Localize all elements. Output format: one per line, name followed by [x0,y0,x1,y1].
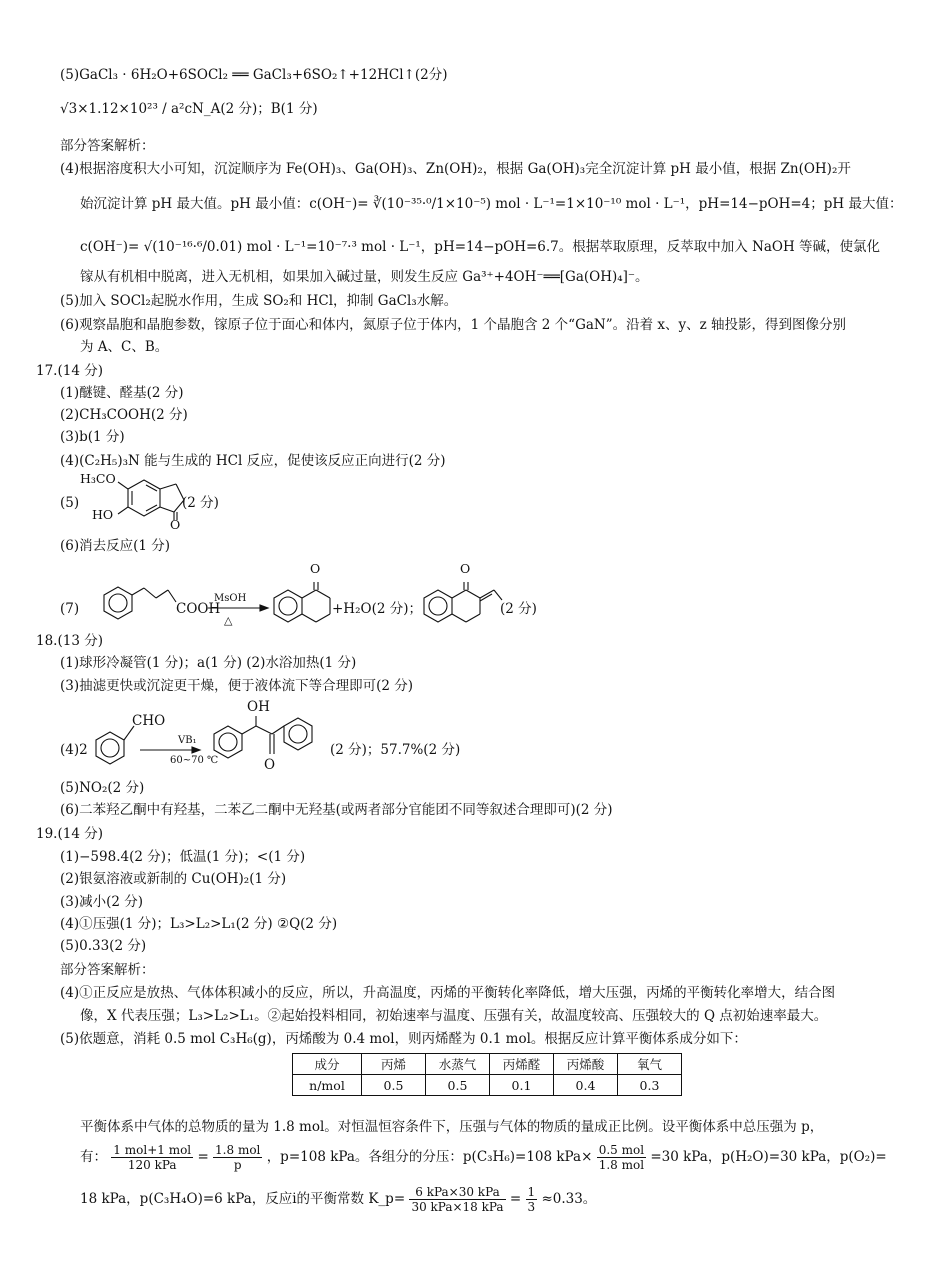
q17-5-ho: HO [92,507,114,522]
q19-analysis-label: 部分答案解析： [60,962,155,978]
table-cell: 0.4 [554,1075,618,1096]
q17-line-3: (3)b(1 分) [60,429,125,445]
q19-p3-fraction-1 [409,1185,505,1214]
denominator: 120 kPa [127,1158,177,1172]
q19-p2-end: =30 kPa，p(H₂O)=30 kPa，p(O₂)= [650,1149,887,1165]
q19-p2-fraction-2 [213,1143,262,1172]
q16-a5: (5)加入 SOCl₂起脱水作用，生成 SO₂和 HCl，抑制 GaCl₃水解。 [60,293,458,309]
table-header-cell: 丙烯醛 [490,1054,554,1075]
table-header-cell: 成分 [293,1054,362,1075]
q18-4-oxygen: O [264,757,276,773]
q18-4-oh: OH [247,699,270,715]
table-cell: 0.5 [362,1075,426,1096]
table-header-cell: 水蒸气 [426,1054,490,1075]
numerator: 1 mol+1 mol [113,1143,192,1157]
q18-line-1: (1)球形冷凝管(1 分)；a(1 分) (2)水浴加热(1 分) [60,655,357,671]
q19-line-5: (5)0.33(2 分) [60,938,147,954]
denominator: 3 [527,1200,536,1214]
q17-7-product-2 [450,560,510,630]
q19-p2-fraction-3 [597,1143,646,1172]
q19-p3-eq: = [509,1191,522,1207]
q18-line-6: (6)二苯羟乙酮中有羟基，二苯乙二酮中无羟基(或两者部分官能团不同等叙述合理即可)(2 分) [60,802,613,818]
q18-heading: 18.(13 分) [36,633,103,649]
q16-line-5: (5)GaCl₃ · 6H₂O+6SOCl₂ ══ GaCl₃+6SO₂↑+12HCl↑(2分) [60,67,448,83]
equilibrium-table [292,1053,682,1096]
q17-5-score: (2 分) [182,495,219,511]
table-row [293,1075,682,1096]
q17-5-oxygen: O [170,517,181,532]
q19-p3-end: ≈0.33。 [541,1191,597,1207]
q17-7-cond-bot: △ [224,614,233,627]
q19-p2-pre: 有： [80,1149,107,1165]
q19-a4-line-2: 像，X 代表压强；L₃>L₂>L₁。②起始投料相同，初始速率与温度、压强有关，故温度较高、压强较大的 Q 点初始速率最大。 [80,1008,828,1024]
q17-7-cond-top: MsOH [214,593,247,604]
q19-line-3: (3)减小(2 分) [60,894,144,910]
q17-7-score: (2 分) [500,601,537,617]
q19-p2-eq: = [197,1149,209,1165]
q19-p3 [80,1182,596,1216]
q17-7-oxygen-1: O [310,561,321,576]
q17-line-4: (4)(C₂H₅)₃N 能与生成的 HCl 反应，促使该反应正向进行(2 分) [60,453,446,469]
q19-p3-fraction-2 [526,1185,538,1214]
denominator: 1.8 mol [598,1158,645,1172]
q18-line-3: (3)抽滤更快或沉淀更干燥，便于液体流下等合理即可(2 分) [60,678,414,694]
q16-line-6 [60,100,318,118]
q17-line-6: (6)消去反应(1 分) [60,538,171,554]
q18-4-label: (4)2 [60,742,88,758]
table-cell: n/mol [293,1075,362,1096]
numerator: 6 kPa×30 kPa [409,1185,505,1200]
q19-heading: 19.(14 分) [36,826,103,842]
q18-4-cond-top: VB₁ [178,735,197,746]
q16-a4-line-1: (4)根据溶度积大小可知，沉淀顺序为 Fe(OH)₃、Ga(OH)₃、Zn(OH)₂，根据 Ga(OH)₃完全沉淀计算 pH 最小值，根据 Zn(OH)₂开 [60,161,851,177]
q17-line-1: (1)醚键、醛基(2 分) [60,385,184,401]
table-cell: 0.1 [490,1075,554,1096]
q19-p2-fraction-1 [111,1143,193,1172]
numerator: 1.8 mol [215,1143,261,1157]
q16-a6-line-1: (6)观察晶胞和晶胞参数，镓原子位于面心和体内，氮原子位于体内，1 个晶胞含 2 个“GaN”。沿着 x、y、z 轴投影，得到图像分别 [60,317,847,333]
q16-a4-line-2: 始沉淀计算 pH 最大值。pH 最小值：c(OH⁻)= ∛(10⁻³⁵·⁰/1×10⁻⁵) mol · L⁻¹=1×10⁻¹⁰ mol · L⁻¹，pH=14−pOH=4；pH 最大值： [80,196,903,212]
q17-heading: 17.(14 分) [36,363,103,379]
numerator: 1 [527,1185,536,1199]
q18-4-cond-bot: 60~70 ℃ [170,755,219,766]
table-header-cell: 丙烯酸 [554,1054,618,1075]
q17-7-mid: +H₂O(2 分)； [332,601,422,617]
q17-7-cooh: COOH [176,601,221,617]
q16-line-6-formula: √3×1.12×10²³ / a²cN_A [60,101,221,117]
q18-4-cho: CHO [132,713,166,729]
numerator: 0.5 mol [598,1143,645,1157]
q17-line-2: (2)CH₃COOH(2 分) [60,407,188,423]
q19-line-1: (1)−598.4(2 分)；低温(1 分)；<(1 分) [60,849,306,865]
q16-a6-line-2: 为 A、C、B。 [80,339,169,355]
q17-5-label: (5) [60,495,80,511]
q17-7-label: (7) [60,601,80,617]
table-cell: 0.5 [426,1075,490,1096]
q18-4-tail: (2 分)；57.7%(2 分) [330,742,461,758]
q16-line-6-tail: (2 分)；B(1 分) [220,101,318,117]
q19-p2 [80,1140,887,1174]
q19-p2-mid: ，p=108 kPa。各组分的分压：p(C₃H₆)=108 kPa× [266,1149,593,1165]
q16-analysis-label: 部分答案解析： [60,138,155,154]
table-header-cell: 丙烯 [362,1054,426,1075]
q19-a5-line-1: (5)依题意，消耗 0.5 mol C₃H₆(g)，丙烯酸为 0.4 mol，则丙烯醛为 0.1 mol。根据反应计算平衡体系成分如下： [60,1031,747,1047]
q19-a4-line-1: (4)①正反应是放热、气体体积减小的反应，所以，升高温度，丙烯的平衡转化率降低，增大压强，丙烯的平衡转化率增大，结合图 [60,985,836,1001]
table-header-cell: 氧气 [618,1054,682,1075]
denominator: 30 kPa×18 kPa [411,1200,504,1214]
q16-a4-line-3: c(OH⁻)= √(10⁻¹⁶·⁶/0.01) mol · L⁻¹=10⁻⁷·³ mol · L⁻¹，pH=14−pOH=6.7。根据萃取原理，反萃取中加入 NaOH 等碱，使氯化 [80,239,881,255]
q19-p3-pre: 18 kPa，p(C₃H₄O)=6 kPa，反应ⅰ的平衡常数 K_p= [80,1191,406,1207]
denominator: p [233,1158,242,1172]
table-cell: 0.3 [618,1075,682,1096]
q17-7-oxygen-2: O [460,561,471,576]
q17-5-h3co: H₃CO [80,471,116,486]
q19-p1: 平衡体系中气体的总物质的量为 1.8 mol。对恒温恒容条件下，压强与气体的物质的量成正比例。设平衡体系中总压强为 p， [80,1119,824,1135]
q16-a4-line-4: 镓从有机相中脱离，进入无机相，如果加入碱过量，则发生反应 Ga³⁺+4OH⁻══[Ga(OH)₄]⁻。 [80,269,649,285]
q19-line-2: (2)银氨溶液或新制的 Cu(OH)₂(1 分) [60,871,287,887]
q19-line-4: (4)①压强(1 分)；L₃>L₂>L₁(2 分) ②Q(2 分) [60,916,338,932]
q18-line-5: (5)NO₂(2 分) [60,780,145,796]
table-header-row [293,1054,682,1075]
